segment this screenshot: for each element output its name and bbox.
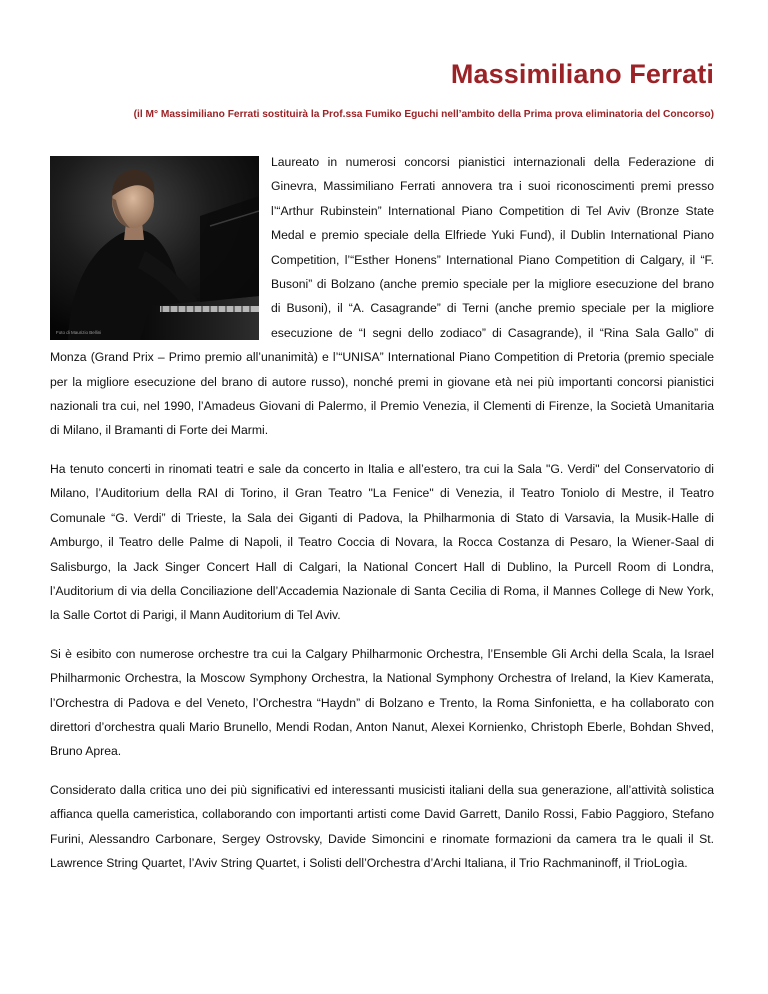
- paragraph: Ha tenuto concerti in rinomati teatri e sale da concerto in Italia e all’estero, tra cui la Sala "G. Verdi" del Conservatorio di Milano, l’Auditorium della RAI di Torino, il Gran Teatro "La Fenice" di Venezia, il Teatro Toniolo di Mestre, il Teatro Comunale “G. Verdi” di Trieste, la Sala dei Giganti di Padova, la Philharmonia di Stato di Varsavia, la Musik-Halle di Amburgo, il Teatro delle Palme di Napoli, il Teatro Coccia di Novara, la Rocca Costanza di Pesaro, la Wiener-Saal di Salisburgo, la Jack Singer Concert Hall di Calgari, la National Concert Hall di Dublino, la Purcell Room di Londra, l’Auditorium di via della Conciliazione dell’Accademia Nazionale di Santa Cecilia di Roma, il Mannes College di New York, la Salle Cortot di Parigi, il Mann Auditorium di Tel Aviv.: [50, 461, 714, 623]
- photo-credit: Foto di Maurizio Bellini: [56, 330, 102, 335]
- page-title: Massimiliano Ferrati: [450, 59, 714, 89]
- paragraph: Si è esibito con numerose orchestre tra cui la Calgary Philharmonic Orchestra, l’Ensemble Gli Archi della Scala, la Israel Philharmonic Orchestra, la Moscow Symphony Orchestra, la National Symphony Orchestra of Ireland, la Kiev Kamerata, l’Orchestra di Padova e del Veneto, l’Orchestra “Haydn” di Bolzano e Trento, la Roma Sinfonietta, e ha collaborato con direttori d’orchestra quali Mario Brunello, Mendi Rodan, Anton Nanut, Alexei Kornienko, Christoph Eberle, Bohdan Shved, Bruno Aprea.: [50, 646, 714, 759]
- page-subtitle: (il M° Massimiliano Ferrati sostituirà la Prof.ssa Fumiko Eguchi nell’ambito della Prima prova eliminatoria del Concorso): [133, 109, 714, 120]
- paragraph: Laureato in numerosi concorsi pianistici internazionali della Federazione di Ginevra, Massimiliano Ferrati annovera tra i suoi riconoscimenti premi presso l’“Arthur Rubinstein” International Piano Competition di Tel Aviv (Bronze State Medal e premio speciale della Elfriede Yuki Fund), il Dublin International Piano Competition, l’“Esther Honens” International Piano Competition di Calgary, il “F. Busoni” di Bolzano (anche premio speciale per la migliore esecuzione del brano di Busoni), il “A. Casagrande” di Terni (anche premio speciale per la migliore esecuzione de “I segni dello zodiaco” di Casagrande), il “Rina Sala Gallo” di Monza (Grand Prix – Primo premio all’unanimità) e l’“UNISA” International Piano Competition di Pretoria (premio speciale per la migliore esecuzione del brano di autore russo), nonché premi in giovane età nei più importanti concorsi pianistici nazionali tra cui, nel 1990, l’Amadeus Giovani di Palermo, il Premio Venezia, il Clementi di Firenze, la Società Umanitaria di Milano, il Bramanti di Forte dei Marmi.: [50, 155, 714, 438]
- biography-content: [50, 150, 714, 889]
- pianist-photo: [50, 156, 259, 340]
- paragraph: Considerato dalla critica uno dei più significativi ed interessanti musicisti italiani della sua generazione, all’attività solistica affianca quella cameristica, collaborando con importanti artisti come David Garrett, Danilo Rossi, Fabio Paggioro, Stefano Furini, Alessandro Carbonare, Sergey Ostrovsky, Davide Simoncini e rinomate formazioni da camera tra le quali il St. Lawrence String Quartet, l’Aviv String Quartet, i Solisti dell’Orchestra d’Archi Italiana, il Trio Rachmaninoff, il TrioLogìa.: [50, 782, 714, 870]
